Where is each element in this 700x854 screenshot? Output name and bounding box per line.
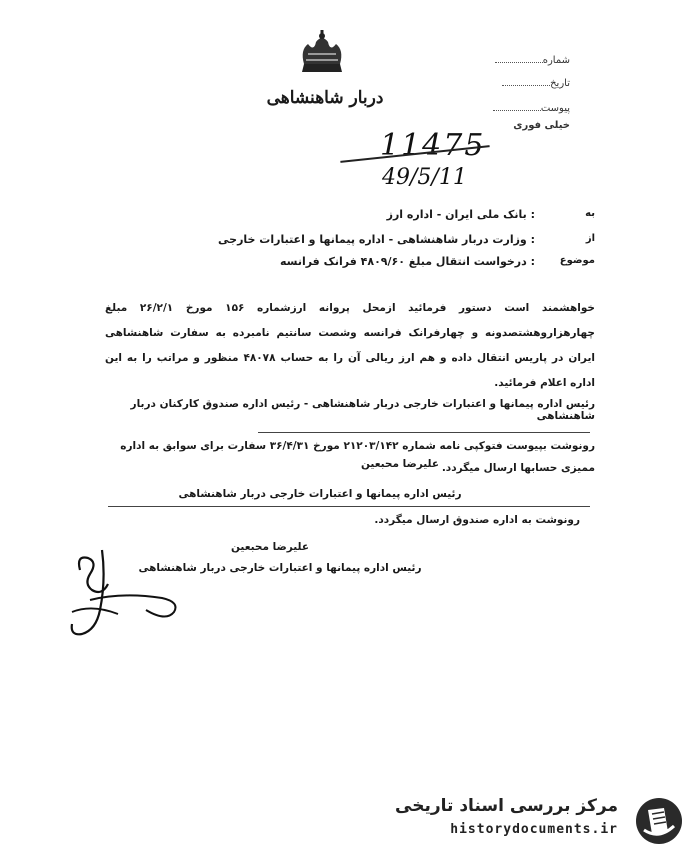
to-text: : بانک ملی ایران - اداره ارز bbox=[386, 208, 535, 221]
attachment-label: پیوست bbox=[540, 103, 570, 114]
handwritten-signature bbox=[62, 540, 192, 640]
header-from bbox=[125, 233, 595, 249]
number-label: شماره bbox=[542, 55, 570, 66]
attachment-field bbox=[489, 103, 570, 114]
signer-title-1: رئیس اداره پیمانها و اعتبارات خارجی دربار شاهنشاهی bbox=[178, 488, 462, 500]
from-text: : وزارت دربار شاهنشاهی - اداره پیمانها و اعتبارات خارجی bbox=[218, 233, 535, 246]
attachment-dots bbox=[493, 110, 541, 111]
copy-note-1: رونوشت بپیوست فتوکپی نامه شماره ۲۱۲۰۳/۱۴۲ مورخ ۳۶/۴/۳۱ سفارت برای سوابق به اداره bbox=[120, 440, 595, 452]
signer-name-2: علیرضا محبعین bbox=[230, 541, 310, 553]
header-to bbox=[125, 208, 595, 224]
court-title: دربار شاهنشاهی bbox=[266, 88, 384, 108]
date-dots bbox=[502, 85, 550, 86]
copy-note-1b: ممیزی حسابها ارسال میگردد. bbox=[441, 462, 595, 474]
handwritten-number: 11475 bbox=[380, 128, 486, 163]
royal-crown-icon bbox=[292, 30, 352, 80]
subject-label: موضوع bbox=[559, 255, 595, 266]
number-field bbox=[491, 55, 570, 66]
handwritten-date: 49/5/11 bbox=[382, 165, 467, 190]
signer-title-2: رئیس اداره پیمانها و اعتبارات خارجی دربار شاهنشاهی bbox=[138, 562, 422, 574]
header-subject bbox=[125, 255, 595, 271]
signature-line: رئیس اداره پیمانها و اعتبارات خارجی دربار شاهنشاهی - رئیس اداره صندوق کارکنان دربار شاهنشاهی bbox=[130, 398, 595, 422]
archive-logo-icon bbox=[634, 796, 684, 846]
from-label: از bbox=[585, 233, 595, 244]
signer-name-1: علیرضا محبعین bbox=[360, 458, 440, 470]
number-dots bbox=[495, 62, 543, 63]
to-label: به bbox=[585, 208, 595, 219]
urgent-stamp: خیلی فوری bbox=[513, 120, 570, 131]
date-field bbox=[498, 78, 570, 89]
copy-note-2: رونوشت به اداره صندوق ارسال میگردد. bbox=[374, 514, 580, 526]
footer-org-name: مرکز بررسی اسناد تاریخی bbox=[395, 796, 618, 816]
body-paragraph: خواهشمند است دستور فرمائید ازمحل پروانه ارزشماره ۱۵۶ مورخ ۲۶/۲/۱ مبلغ چهارهزاروهشتصدونه و چهارفرانک فرانسه وشصت سانتیم نامبرده به سفارت شاهنشاهی ایران در پاریس انتقال داده و هم ارز ریالی آن را به حساب ۴۸۰۷۸ منظور و مراتب را به این اداره اعلام فرمائید. bbox=[105, 302, 595, 389]
divider-2 bbox=[108, 506, 590, 507]
divider-1 bbox=[258, 432, 590, 433]
footer-website: historydocuments.ir bbox=[450, 822, 618, 837]
subject-text: : درخواست انتقال مبلغ ۴۸۰۹/۶۰ فرانک فرانسه bbox=[279, 255, 535, 268]
date-label: تاریخ bbox=[550, 78, 570, 89]
